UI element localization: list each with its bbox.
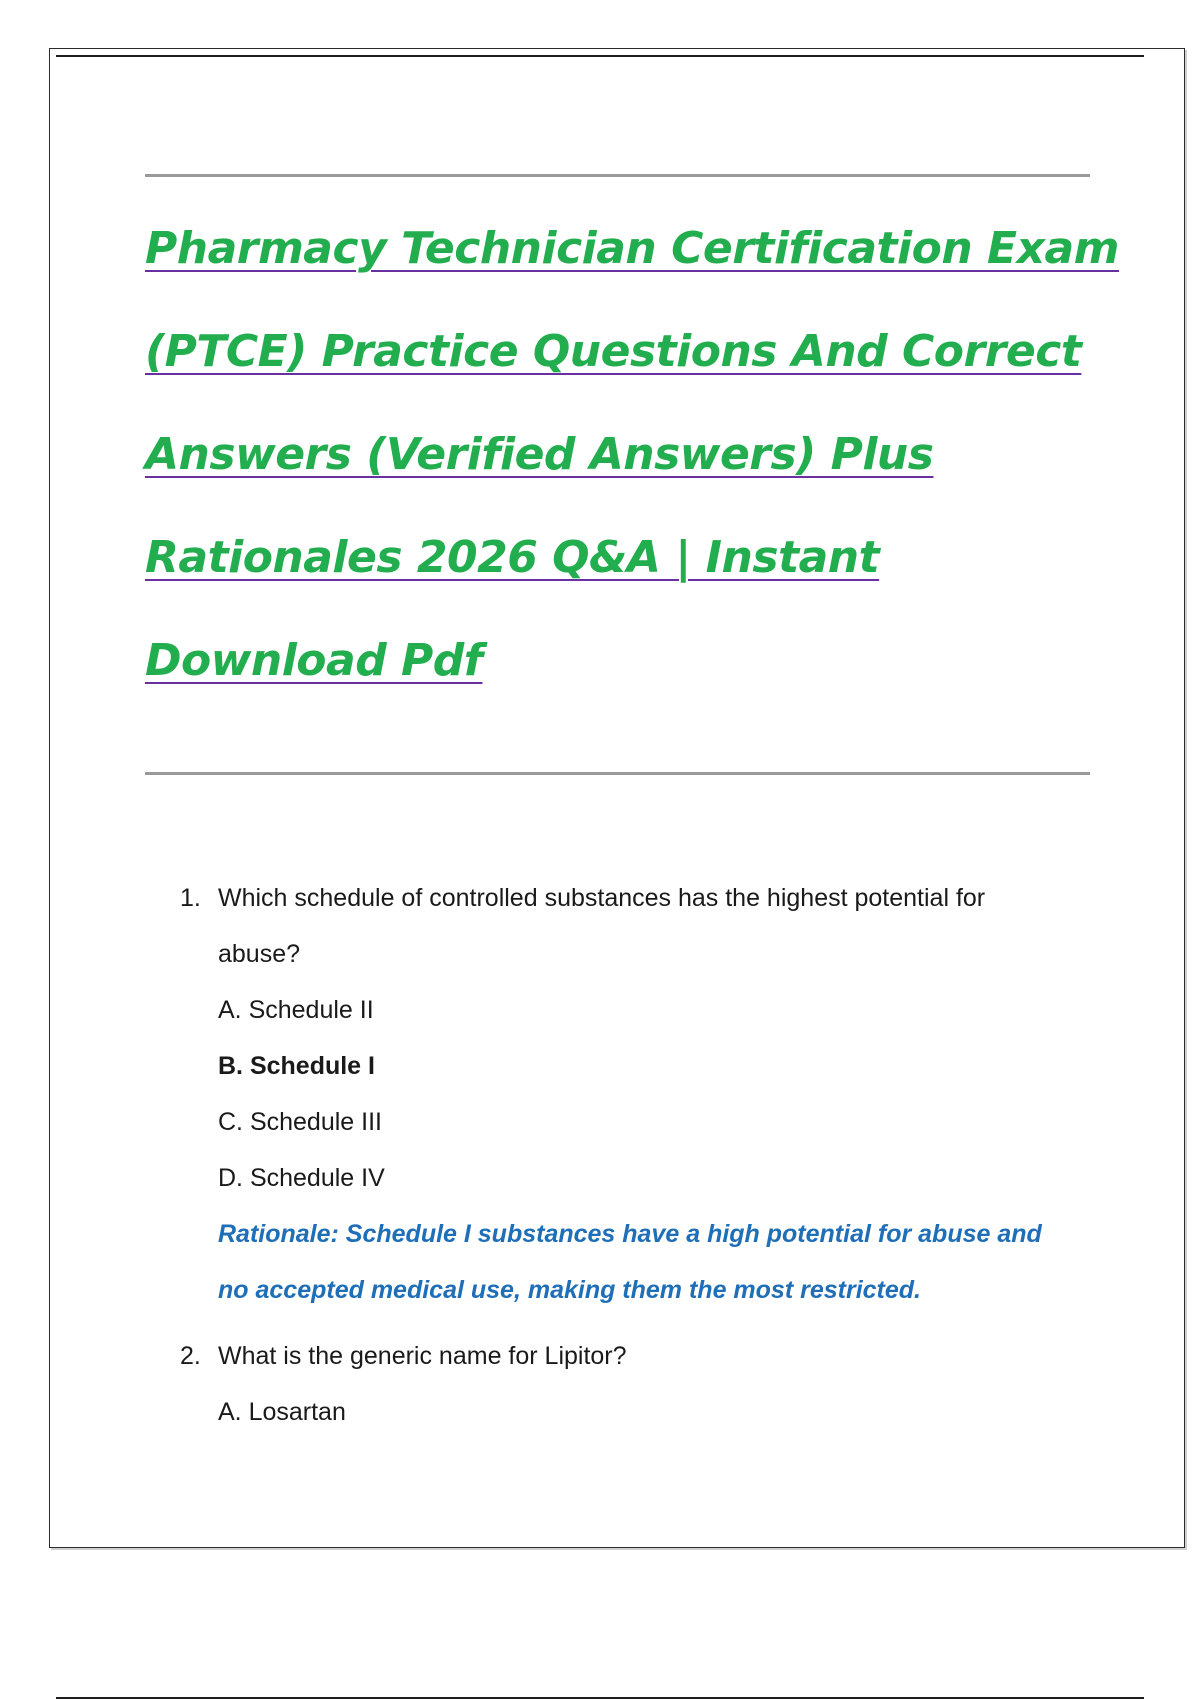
question-list [180,870,1100,1440]
answer-option-c: C. Schedule III [218,1108,382,1136]
question-number: 2. [180,1342,201,1370]
page-top-rule [56,55,1144,57]
title-line-text: Answers (Verified Answers) Plus [145,429,934,480]
document-title [145,205,1119,720]
question-text: What is the generic name for Lipitor? [218,1342,627,1370]
question-item [180,1328,1100,1440]
answer-option-d: D. Schedule IV [218,1164,385,1192]
question-text: Which schedule of controlled substances has the highest potential for [218,884,986,912]
answer-option-a: A. Losartan [218,1398,346,1426]
title-line [145,205,1119,308]
question-item [180,870,1100,1318]
title-line [145,617,1105,720]
title-line-text: Rationales 2026 Q&A | Instant [145,532,880,583]
question-number: 1. [180,884,201,912]
title-divider-top [145,174,1090,177]
title-line-text: Download Pdf [145,635,483,686]
title-line [145,514,1105,617]
title-line-text: (PTCE) Practice Questions And Correct [145,326,1082,377]
next-page-top-rule [56,1697,1144,1699]
title-line [145,308,1105,411]
question-text-continued: abuse? [218,940,301,968]
rationale-text-continued: no accepted medical use, making them the most restricted. [218,1276,921,1304]
answer-option-a: A. Schedule II [218,996,374,1024]
answer-option-b-correct: B. Schedule I [218,1052,375,1080]
title-line [145,411,1105,514]
title-divider-bottom [145,772,1090,775]
title-line-text: Pharmacy Technician Certification Exam [145,223,1119,274]
rationale-text: Rationale: Schedule I substances have a high potential for abuse and [218,1220,1042,1248]
